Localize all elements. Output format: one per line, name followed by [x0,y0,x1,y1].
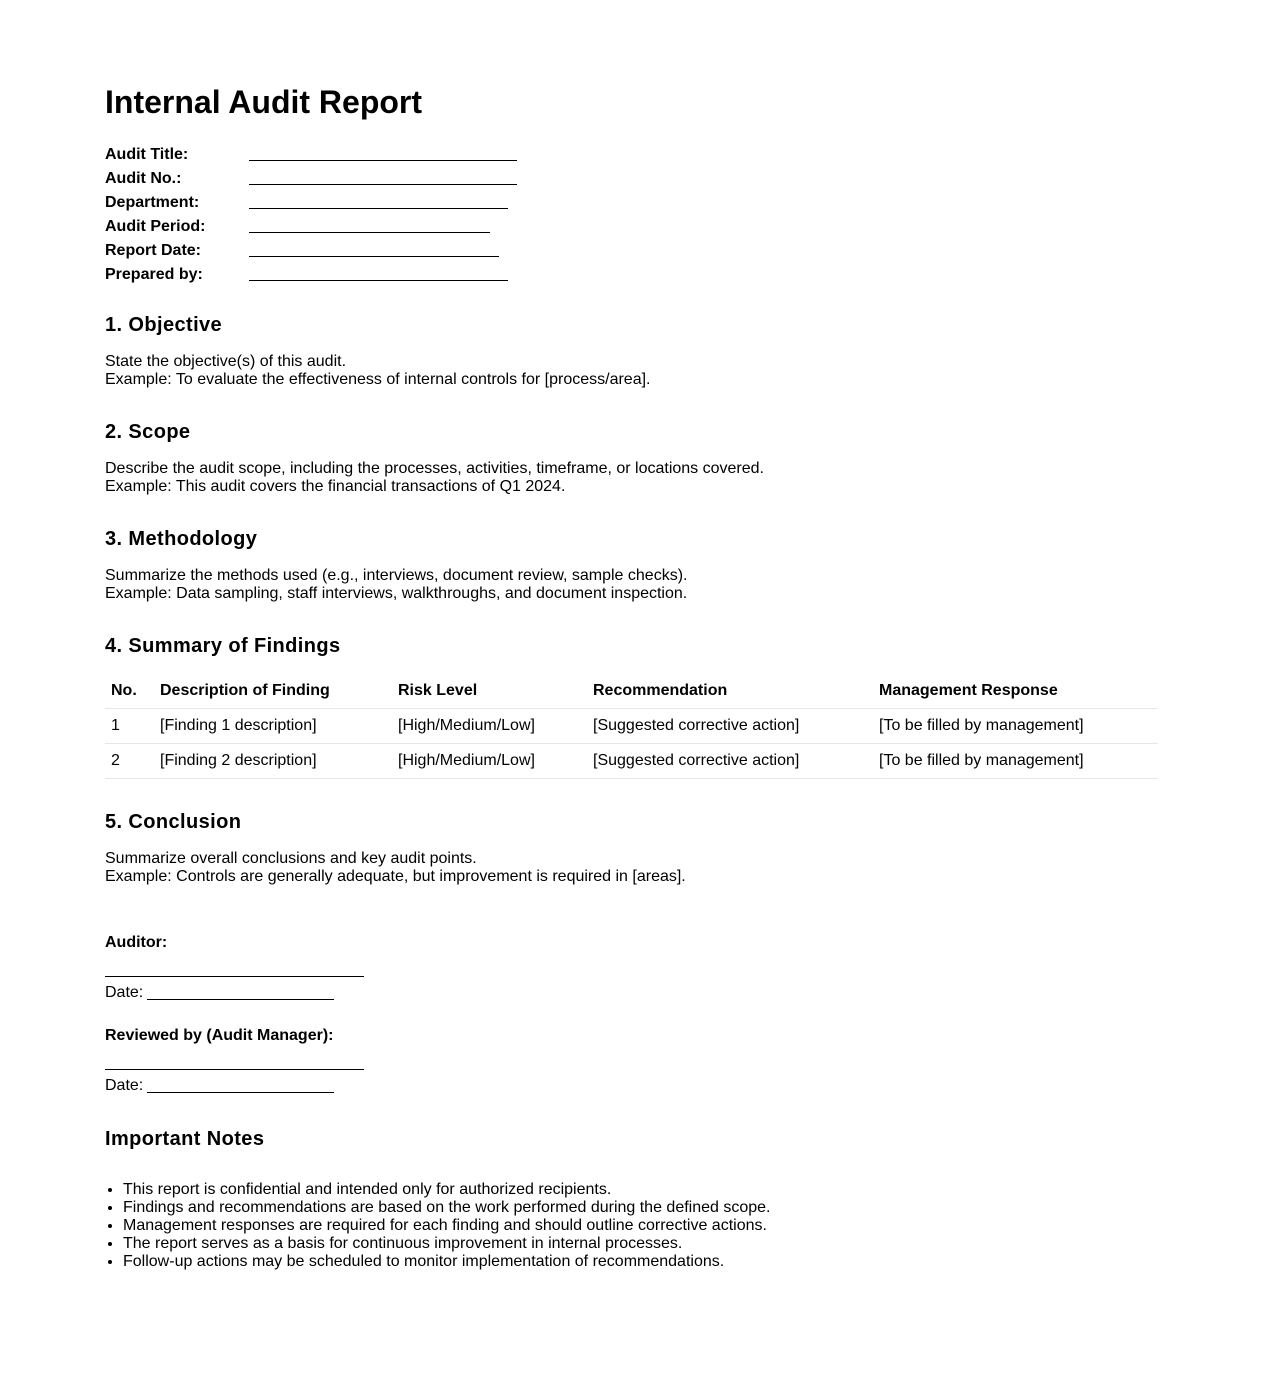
section-example: Example: Data sampling, staff interviews, walkthroughs, and document inspection. [105,585,688,602]
list-item: • Management responses are required for each finding and should outline corrective actions. [123,1217,1158,1235]
audit-title-blank-line [249,160,517,161]
column-header-management-response: Management Response [873,674,1158,709]
meta-label: Report Date: [105,242,202,259]
meta-label: Audit No.: [105,170,182,187]
section-heading: 2. Scope [105,421,191,443]
table-cell: [High/Medium/Low] [392,744,587,779]
column-header-no: No. [105,674,154,709]
meta-row-audit-no [105,167,525,191]
table-cell: [Finding 1 description] [154,709,392,744]
table-cell: 1 [105,709,154,744]
prepared-by-blank-line [249,280,508,281]
table-cell: [To be filled by management] [873,709,1158,744]
list-item: • Follow-up actions may be scheduled to monitor implementation of recommendations. [123,1253,1158,1271]
meta-row-department [105,191,525,215]
date-label: Date: [105,984,144,1001]
section-heading: Important Notes [105,1128,265,1150]
notes-list [105,1181,1158,1271]
audit-period-blank-line [249,232,490,233]
auditor-label: Auditor: [105,934,168,951]
reviewer-date-row [105,1076,1158,1096]
section-example: Example: Controls are generally adequate, but improvement is required in [areas]. [105,868,686,885]
reviewer-date-line [147,1092,334,1093]
section-text: Describe the audit scope, including the processes, activities, timeframe, or locations covered. [105,460,764,477]
section-text: State the objective(s) of this audit. [105,353,347,370]
table-cell: [Suggested corrective action] [587,709,873,744]
column-header-recommendation: Recommendation [587,674,873,709]
section-heading: 5. Conclusion [105,811,242,833]
table-row [105,709,1158,744]
department-blank-line [249,208,508,209]
section-heading: 4. Summary of Findings [105,635,341,657]
section-scope [105,420,1158,496]
meta-label: Audit Title: [105,146,189,163]
section-important-notes [105,1127,1158,1271]
column-header-risk-level: Risk Level [392,674,587,709]
auditor-signature-block [105,933,1158,1003]
meta-label: Prepared by: [105,266,203,283]
section-objective [105,313,1158,389]
auditor-date-line [147,999,334,1000]
section-example: Example: This audit covers the financial transactions of Q1 2024. [105,478,566,495]
audit-no-blank-line [249,184,517,185]
list-item: • Findings and recommendations are based on the work performed during the defined scope. [123,1199,1158,1217]
reviewer-label: Reviewed by (Audit Manager): [105,1027,334,1044]
table-cell: [High/Medium/Low] [392,709,587,744]
reviewer-signature-line [105,1069,364,1070]
meta-label: Audit Period: [105,218,206,235]
meta-row-prepared-by [105,263,525,287]
report-date-blank-line [249,256,499,257]
meta-row-audit-title [105,143,525,167]
table-header-row [105,674,1158,709]
section-text: Summarize overall conclusions and key audit points. [105,850,477,867]
meta-row-audit-period [105,215,525,239]
table-cell: [To be filled by management] [873,744,1158,779]
column-header-description: Description of Finding [154,674,392,709]
auditor-date-row [105,983,1158,1003]
reviewer-signature-block [105,1026,1158,1096]
section-conclusion [105,810,1158,886]
table-cell: [Suggested corrective action] [587,744,873,779]
section-findings [105,634,1158,779]
findings-table [105,674,1158,779]
table-row [105,744,1158,779]
date-label: Date: [105,1077,144,1094]
list-item: • The report serves as a basis for continuous improvement in internal processes. [123,1235,1158,1253]
page-title: Internal Audit Report [105,84,423,120]
table-cell: 2 [105,744,154,779]
section-heading: 3. Methodology [105,528,258,550]
list-item: • This report is confidential and intended only for authorized recipients. [123,1181,1158,1199]
table-cell: [Finding 2 description] [154,744,392,779]
meta-label: Department: [105,194,200,211]
section-example: Example: To evaluate the effectiveness of internal controls for [process/area]. [105,371,651,388]
section-heading: 1. Objective [105,314,223,336]
section-methodology [105,527,1158,603]
auditor-signature-line [105,976,364,977]
report-metadata [105,143,525,287]
meta-row-report-date [105,239,525,263]
section-text: Summarize the methods used (e.g., interviews, document review, sample checks). [105,567,688,584]
